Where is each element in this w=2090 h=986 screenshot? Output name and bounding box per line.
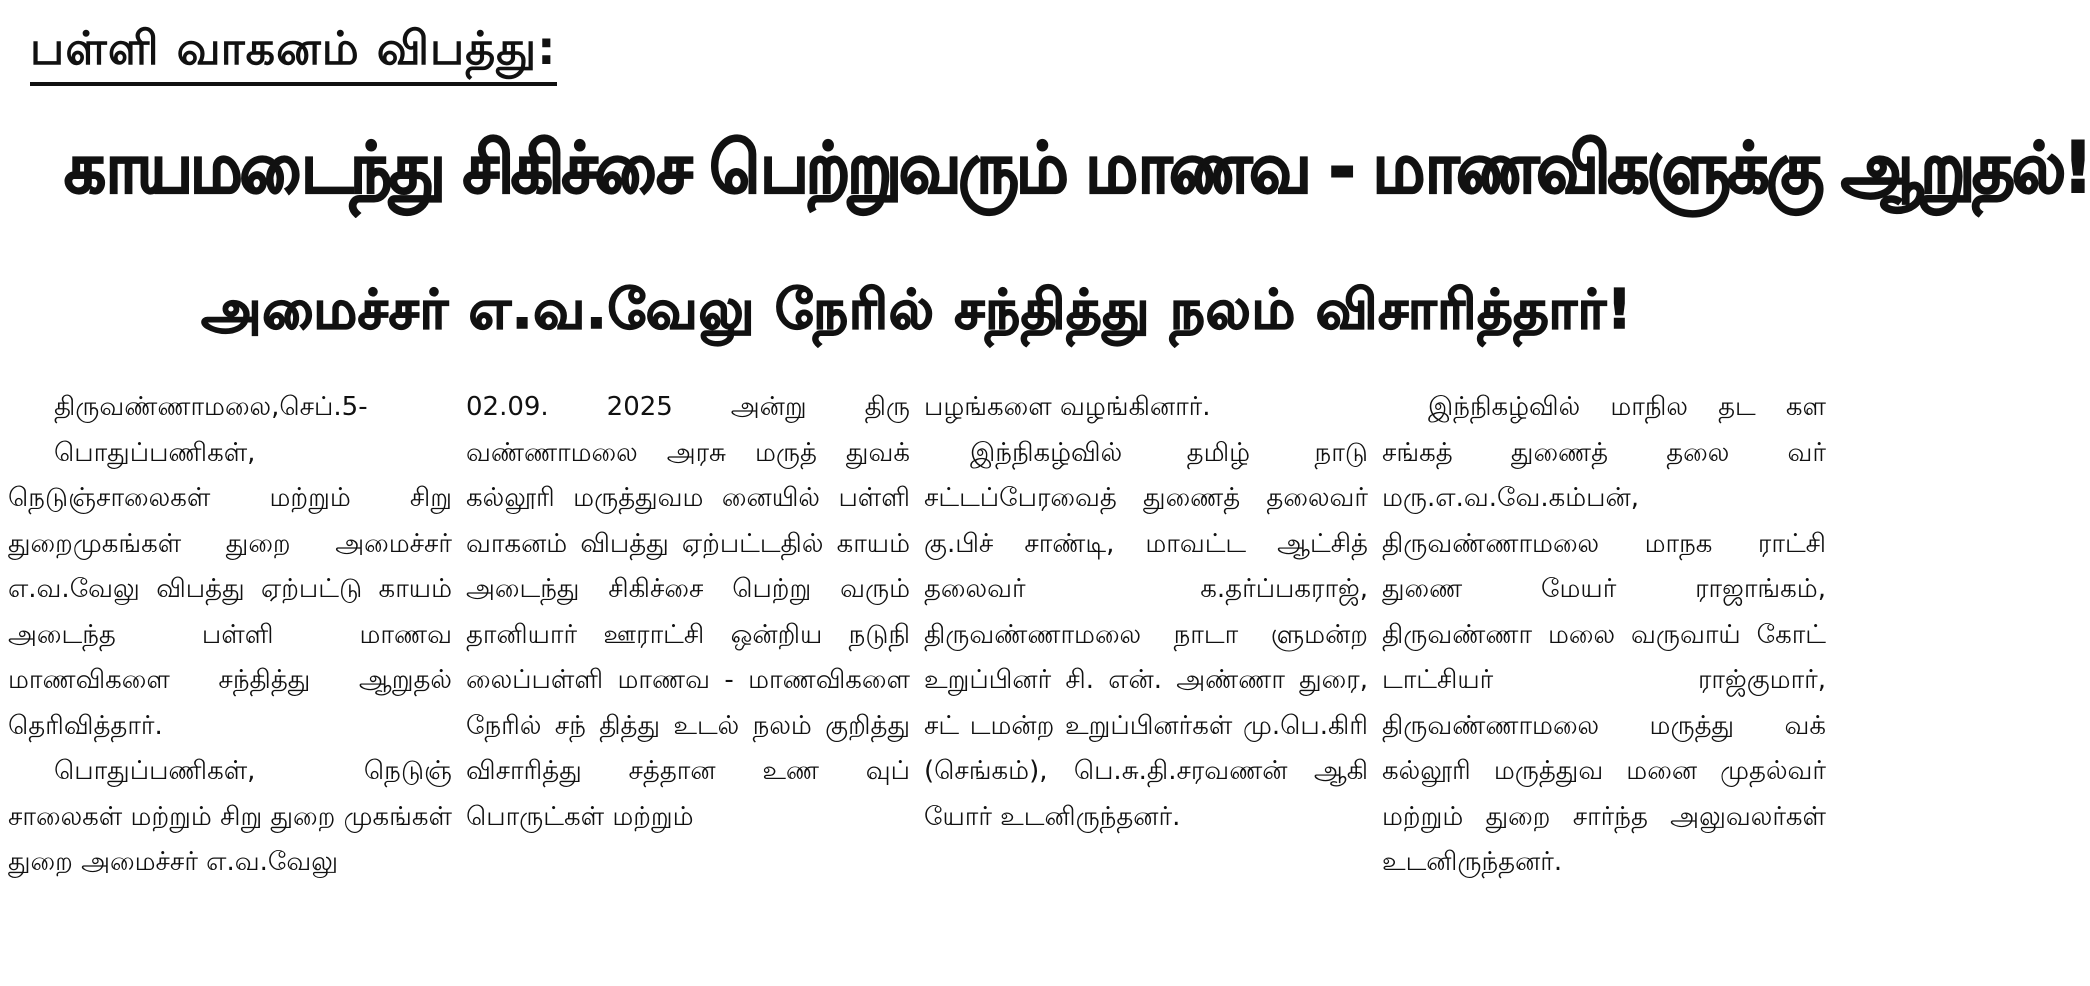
column-1	[8, 385, 452, 985]
column-4	[1382, 385, 1826, 985]
dateline: திருவண்ணாமலை,செப்.5-	[54, 392, 368, 422]
paragraph: இந்நிகழ்வில் தமிழ் நாடு சட்டப்பேரவைத் துணைத் தலைவர் கு.பிச் சாண்டி, மாவட்ட ஆட்சித் தலைவர் க.தர்ப்பகராஜ், திருவண்ணாமலை நாடா ளுமன்ற உறுப்பினர் சி. என். அண்ணா துரை, சட் டமன்ற உறுப்பினர்கள் மு.பெ.கிரி (செங்கம்), பெ.சு.தி.சரவணன் ஆகி யோர் உடனிருந்தனர்.	[924, 437, 1368, 832]
paragraph: பொதுப்பணிகள், நெடுஞ் சாலைகள் மற்றும் சிறு துறை முகங்கள் துறை அமைச்சர் எ.வ.வேலு	[8, 756, 452, 877]
kicker-heading: பள்ளி வாகனம் விபத்து:	[30, 18, 557, 86]
paragraph: பொதுப்பணிகள், நெடுஞ்சாலைகள் மற்றும் சிறு துறைமுகங்கள் துறை அமைச்சர் எ.வ.வேலு விபத்து ஏற்பட்டு காயம் அடைந்த பள்ளி மாணவ மாணவிகளை சந்தித்து ஆறுதல் தெரிவித்தார்.	[8, 437, 452, 741]
subheadline: அமைச்சர் எ.வ.வேலு நேரில் சந்தித்து நலம் விசாரித்தார்!	[201, 278, 1633, 341]
paragraph: 02.09. 2025 அன்று திரு வண்ணாமலை அரசு மருத் துவக் கல்லூரி மருத்துவம னையில் பள்ளி வாகனம் விபத்து ஏற்பட்டதில் காயம் அடைந்து சிகிச்சை பெற்று வரும் தானியார் ஊராட்சி ஒன்றிய நடுநி லைப்பள்ளி மாணவ - மாணவிகளை நேரில் சந் தித்து உடல் நலம் குறித்து விசாரித்து சத்தான உண வுப் பொருட்கள் மற்றும்	[466, 392, 910, 832]
headline: காயமடைந்து சிகிச்சை பெற்றுவரும் மாணவ - மாணவிகளுக்கு ஆறுதல்!	[64, 127, 2090, 209]
paragraph: இந்நிகழ்வில் மாநில தட கள சங்கத் துணைத் தலை வர் மரு.எ.வ.வே.கம்பன், திருவண்ணாமலை மாநக ராட்சி துணை மேயர் ராஜாங்கம், திருவண்ணா மலை வருவாய் கோட் டாட்சியர் ராஜ்குமார், திருவண்ணாமலை மருத்து வக் கல்லூரி மருத்துவ மனை முதல்வர் மற்றும் துறை சார்ந்த அலுவலர்கள் உடனிருந்தனர்.	[1382, 392, 1826, 877]
article-body	[8, 385, 1830, 985]
column-2	[466, 385, 910, 985]
column-3	[924, 385, 1368, 985]
paragraph: பழங்களை வழங்கினார்.	[924, 392, 1211, 422]
